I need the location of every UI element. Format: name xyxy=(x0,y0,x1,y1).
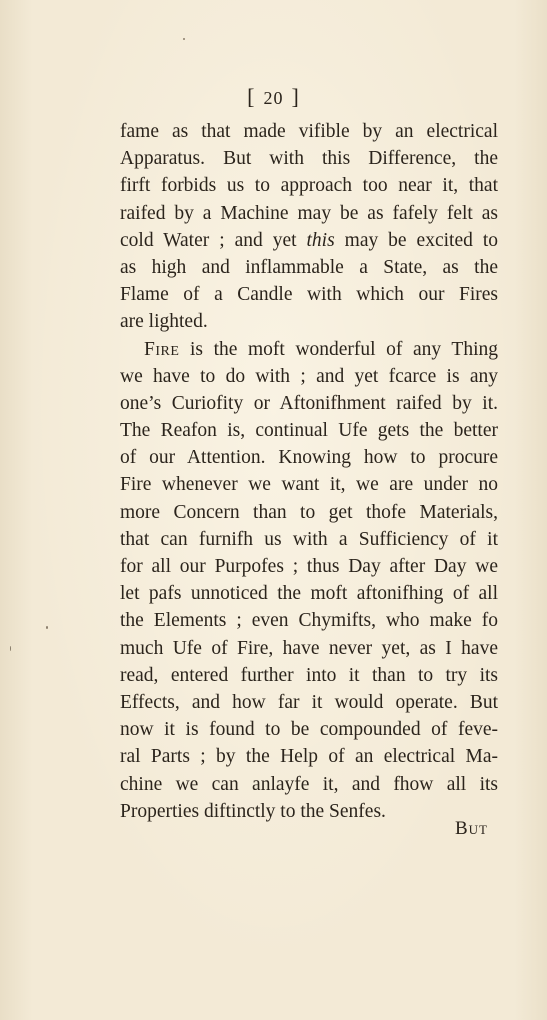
paper-speck xyxy=(10,646,11,651)
paragraph-lead-line xyxy=(120,336,498,363)
text-line: let pafs unnoticed the moft aftonifhing of all xyxy=(120,583,498,605)
body-text xyxy=(120,118,498,825)
text-line: firft forbids us to approach too near it, that xyxy=(120,175,498,197)
text-line: much Ufe of Fire, have never yet, as I have xyxy=(120,637,498,659)
paper-speck xyxy=(46,626,48,629)
text-line: for all our Purpofes ; thus Day after Day we xyxy=(120,556,498,577)
text-line: chine we can anlayfe it, and fhow all its xyxy=(120,773,498,795)
text-line-with-italic xyxy=(120,227,498,254)
text-line: Effects, and how far it would operate. But xyxy=(120,691,498,713)
text-line: read, entered further into it than to try its xyxy=(120,664,498,686)
bracket-close: ] xyxy=(291,84,300,109)
text-line: as high and inflammable a State, as the xyxy=(120,256,498,278)
text-line: Fire whenever we want it, we are under no xyxy=(120,474,498,496)
text-line: Flame of a Candle with which our Fires xyxy=(120,284,498,306)
text-line: are lighted. xyxy=(120,311,208,333)
text-line: more Concern than to get thofe Materials, xyxy=(120,501,498,523)
line-text-before: cold Water ; and yet xyxy=(120,229,307,251)
small-caps-lead-word: Fire xyxy=(144,338,180,360)
text-line: raifed by a Machine may be as fafely felt as xyxy=(120,202,498,224)
text-line: fame as that made vifible by an electrical xyxy=(120,121,498,142)
line-text-after: may be excited to xyxy=(334,229,498,251)
text-line: Apparatus. But with this Difference, the xyxy=(120,148,498,170)
text-line: we have to do with ; and yet fcarce is any xyxy=(120,365,498,387)
text-line: one’s Curiofity or Aftonifhment raifed by it. xyxy=(120,392,498,414)
catchword: But xyxy=(455,818,489,839)
text-line: now it is found to be compounded of feve- xyxy=(120,719,498,741)
paragraph-2 xyxy=(120,336,498,825)
page-number: 20 xyxy=(263,88,284,108)
text-line: Properties diftinctly to the Senfes. xyxy=(120,800,386,822)
paragraph-1 xyxy=(120,118,498,336)
paper-speck xyxy=(183,38,185,40)
bracket-open: [ xyxy=(247,84,256,109)
page-header xyxy=(0,84,547,110)
text-line: the Elements ; even Chymifts, who make fo xyxy=(120,610,498,632)
italic-word: this xyxy=(306,229,335,251)
text-line: The Reafon is, continual Ufe gets the better xyxy=(120,420,498,442)
text-line: of our Attention. Knowing how to procure xyxy=(120,447,498,469)
lead-line-rest: is the moft wonderful of any Thing xyxy=(179,338,498,360)
text-line: ral Parts ; by the Help of an electrical Ma- xyxy=(120,746,498,768)
text-line: that can furnifh us with a Sufficiency of it xyxy=(120,528,498,550)
